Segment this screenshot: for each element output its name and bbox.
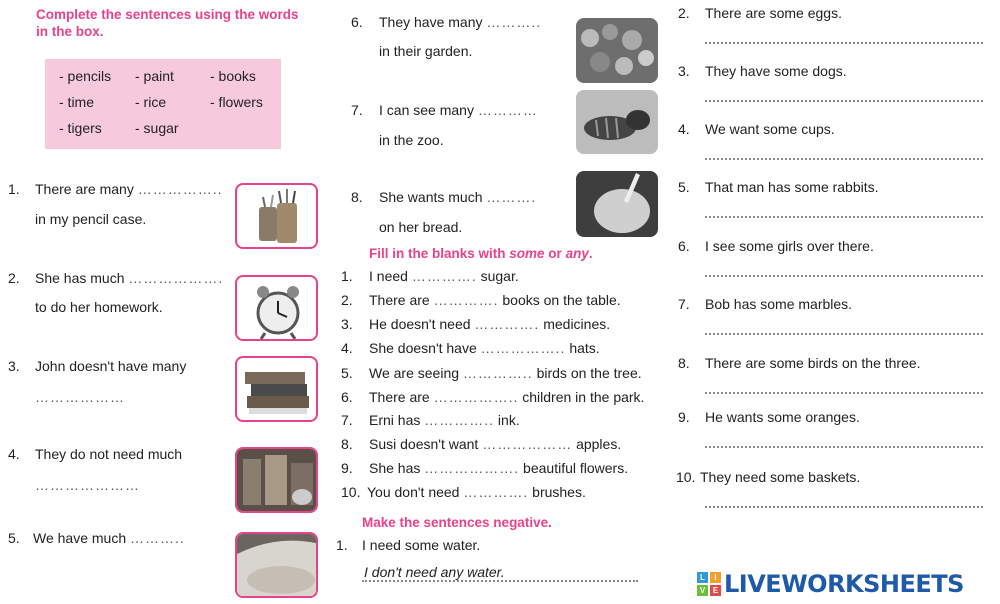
tigers-icon xyxy=(576,90,658,154)
answer-line[interactable] xyxy=(705,275,983,277)
answer-line[interactable] xyxy=(705,216,983,218)
word: - sugar xyxy=(135,120,179,136)
sentence-line: I can see many ………… xyxy=(379,102,538,118)
sentence-line: on her bread. xyxy=(379,219,463,235)
word: - tigers xyxy=(59,120,102,136)
sentence-line: in their garden. xyxy=(379,43,473,59)
sentence: Bob has some marbles. xyxy=(705,296,853,312)
fill-sentence: She doesn't have …………….. hats. xyxy=(369,340,600,356)
item-number: 4. xyxy=(8,446,20,462)
answer-line[interactable] xyxy=(705,446,983,448)
sentence: We want some cups. xyxy=(705,121,835,137)
item-number: 9. xyxy=(678,409,690,425)
fill-sentence: She has ………………. beautiful flowers. xyxy=(369,460,629,476)
liveworksheets-logo xyxy=(697,570,964,598)
answer-blank[interactable]: ………………. xyxy=(128,270,224,286)
fill-sentence: We are seeing ………….. birds on the tree. xyxy=(369,365,642,381)
item-number: 4. xyxy=(678,121,690,137)
answer-line[interactable] xyxy=(705,506,983,508)
word: - time xyxy=(59,94,94,110)
word: - pencils xyxy=(59,68,112,84)
item-number: 6. xyxy=(351,14,363,30)
item-number: 3. xyxy=(341,316,353,332)
item-number: 8. xyxy=(341,436,353,452)
sentence-line: I need some water. xyxy=(362,537,481,553)
pencils-icon xyxy=(235,183,318,249)
fill-sentence: You don't need …………. brushes. xyxy=(367,484,586,500)
answer-blank[interactable]: …………. xyxy=(463,484,529,500)
fill-sentence: There are …………….. children in the park. xyxy=(369,389,645,405)
sentence-line: John doesn't have many xyxy=(35,358,187,374)
fill-sentence: I need …………. sugar. xyxy=(369,268,519,284)
word: - books xyxy=(210,68,256,84)
item-number: 1. xyxy=(341,268,353,284)
sentence: There are some birds on the three. xyxy=(705,355,921,371)
section-c-heading: Make the sentences negative. xyxy=(362,515,552,530)
answer-blank[interactable]: …………….. xyxy=(480,340,566,356)
item-number: 3. xyxy=(678,63,690,79)
rice-icon xyxy=(235,532,318,598)
item-number: 10. xyxy=(341,484,361,500)
answer-blank[interactable]: …………….. xyxy=(433,389,519,405)
answer-blank[interactable]: ……….. xyxy=(130,530,185,546)
item-number: 2. xyxy=(678,5,690,21)
word: - paint xyxy=(135,68,174,84)
answer-line[interactable] xyxy=(362,580,638,582)
item-number: 7. xyxy=(678,296,690,312)
answer-blank[interactable]: ………………… xyxy=(35,477,140,493)
answer-blank[interactable]: ……….. xyxy=(486,14,542,30)
word: - flowers xyxy=(210,94,263,110)
sentence: There are some eggs. xyxy=(705,5,842,21)
answer-blank[interactable]: ………….. xyxy=(462,365,533,381)
item-number: 10. xyxy=(676,469,696,485)
sentence-line: There are many …………….. xyxy=(35,181,223,197)
answer-blank[interactable]: …………. xyxy=(474,316,540,332)
sentence-line: to do her homework. xyxy=(35,299,163,315)
sentence: They need some baskets. xyxy=(700,469,861,485)
sentence-line: in my pencil case. xyxy=(35,211,147,227)
sentence: They have some dogs. xyxy=(705,63,847,79)
sentence-line: They have many ……….. xyxy=(379,14,542,30)
answer-blank[interactable]: ………… xyxy=(477,102,538,118)
sentence: He wants some oranges. xyxy=(705,409,860,425)
sentence-line: in the zoo. xyxy=(379,132,444,148)
answer-line[interactable] xyxy=(705,42,983,44)
answer-line[interactable] xyxy=(705,158,983,160)
answer-blank[interactable]: ……………… xyxy=(35,389,125,405)
answer-line[interactable] xyxy=(705,333,983,335)
item-number: 5. xyxy=(678,179,690,195)
fill-sentence: He doesn't need …………. medicines. xyxy=(369,316,611,332)
answer-blank[interactable]: …………….. xyxy=(137,181,223,197)
fill-sentence: Erni has ………….. ink. xyxy=(369,412,520,428)
item-number: 6. xyxy=(678,238,690,254)
sugar-icon xyxy=(576,171,658,237)
sentence-line: She has much ………………. xyxy=(35,270,224,286)
sentence-line: They do not need much xyxy=(35,446,183,462)
word-box xyxy=(45,59,281,149)
item-number: 5. xyxy=(341,365,353,381)
answer-blank[interactable]: ………….. xyxy=(424,412,495,428)
item-number: 7. xyxy=(351,102,363,118)
section-b-heading: Fill in the blanks with some or any. xyxy=(369,246,593,261)
item-number: 7. xyxy=(341,412,353,428)
answer-blank[interactable]: ……………… xyxy=(482,436,573,452)
item-number: 9. xyxy=(341,460,353,476)
fill-sentence: There are …………. books on the table. xyxy=(369,292,621,308)
answer-line[interactable] xyxy=(705,392,983,394)
item-number: 8. xyxy=(678,355,690,371)
answer-blank[interactable]: ………. xyxy=(486,189,537,205)
sentence-line: We have much ……….. xyxy=(33,530,185,546)
item-number: 1. xyxy=(8,181,20,197)
sentence: I see some girls over there. xyxy=(705,238,874,254)
section-a-heading: Complete the sentences using the words in the box. xyxy=(36,7,299,39)
item-number: 8. xyxy=(351,189,363,205)
fill-sentence: Susi doesn't want ……………… apples. xyxy=(369,436,622,452)
answer-blank[interactable]: …………. xyxy=(433,292,499,308)
logo-badge: L I V E xyxy=(697,572,721,596)
item-number: 4. xyxy=(341,340,353,356)
item-number: 5. xyxy=(8,530,20,546)
sentence-line: She wants much ………. xyxy=(379,189,537,205)
answer-blank[interactable]: …………. xyxy=(411,268,477,284)
example-answer: I don't need any water. xyxy=(364,564,505,580)
item-number: 2. xyxy=(8,270,20,286)
item-number: 3. xyxy=(8,358,20,374)
alarm-clock-icon xyxy=(235,275,318,341)
item-number: 1. xyxy=(336,537,348,553)
logo-text: LIVEWORKSHEETS xyxy=(724,570,964,598)
sentence: That man has some rabbits. xyxy=(705,179,879,195)
answer-blank[interactable]: ………………. xyxy=(424,460,520,476)
word: - rice xyxy=(135,94,167,110)
books-icon xyxy=(235,356,318,422)
answer-line[interactable] xyxy=(705,100,983,102)
item-number: 6. xyxy=(341,389,353,405)
flowers-icon xyxy=(576,18,658,83)
paint-cans-icon xyxy=(235,447,318,513)
item-number: 2. xyxy=(341,292,353,308)
